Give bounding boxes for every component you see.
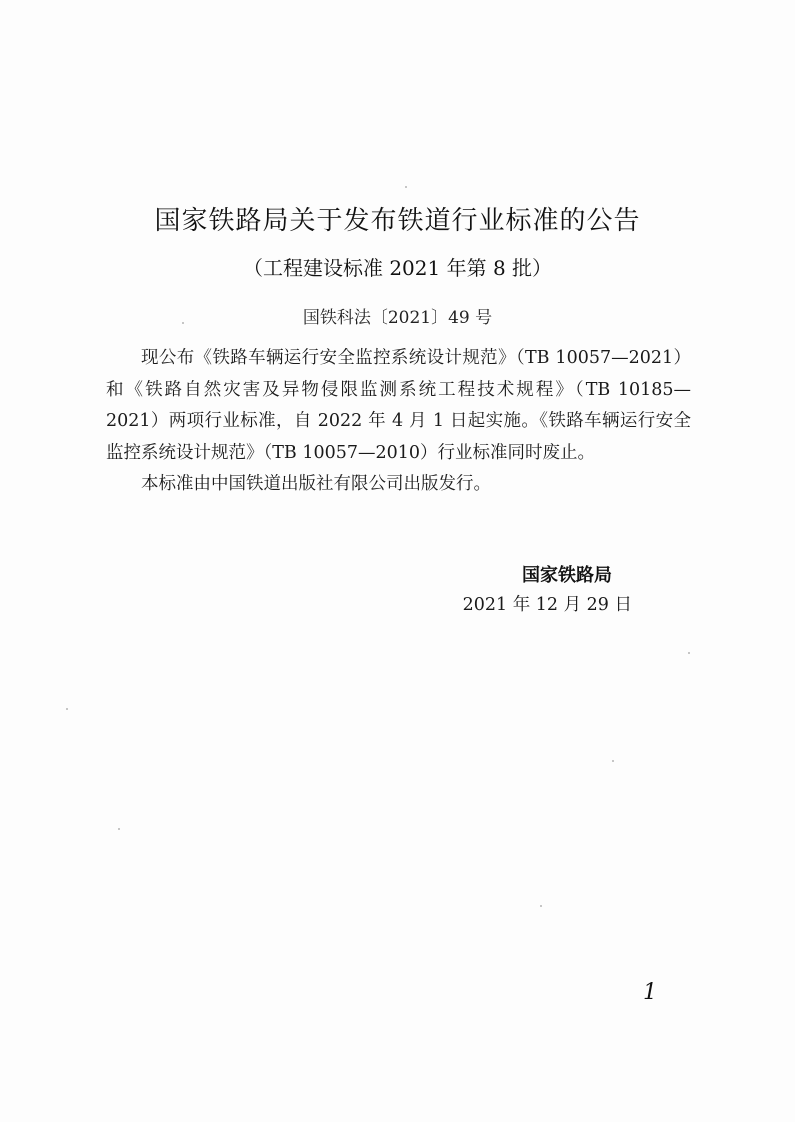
announcement-body <box>106 343 691 501</box>
scan-speck <box>688 652 690 654</box>
signer: 国家铁路局 <box>522 565 612 586</box>
scan-speck <box>66 708 68 710</box>
scan-speck <box>540 905 542 907</box>
scan-speck <box>182 322 184 324</box>
announcement-subtitle: （工程建设标准 2021 年第 8 批） <box>242 256 553 280</box>
scan-speck <box>612 760 614 762</box>
body-paragraph: 现公布《铁路车辆运行安全监控系统设计规范》（TB 10057—2021）和《铁路自然灾害及异物侵限监测系统工程技术规程》（TB 10185—2021）两项行业标准，自 2022 年 4 月 1 日起实施。《铁路车辆运行安全监控系统设计规范》（TB 10057—2010）行业标准同时废止。 <box>106 348 691 463</box>
announcement-title: 国家铁路局关于发布铁道行业标准的公告 <box>154 206 641 236</box>
body-paragraph: 本标准由中国铁道出版社有限公司出版发行。 <box>141 474 491 494</box>
scan-speck <box>405 186 407 188</box>
page-number: 1 <box>643 980 657 1005</box>
document-number: 国铁科法〔2021〕49 号 <box>302 308 493 328</box>
issue-date: 2021 年 12 月 29 日 <box>462 595 632 615</box>
scan-speck <box>118 828 120 830</box>
